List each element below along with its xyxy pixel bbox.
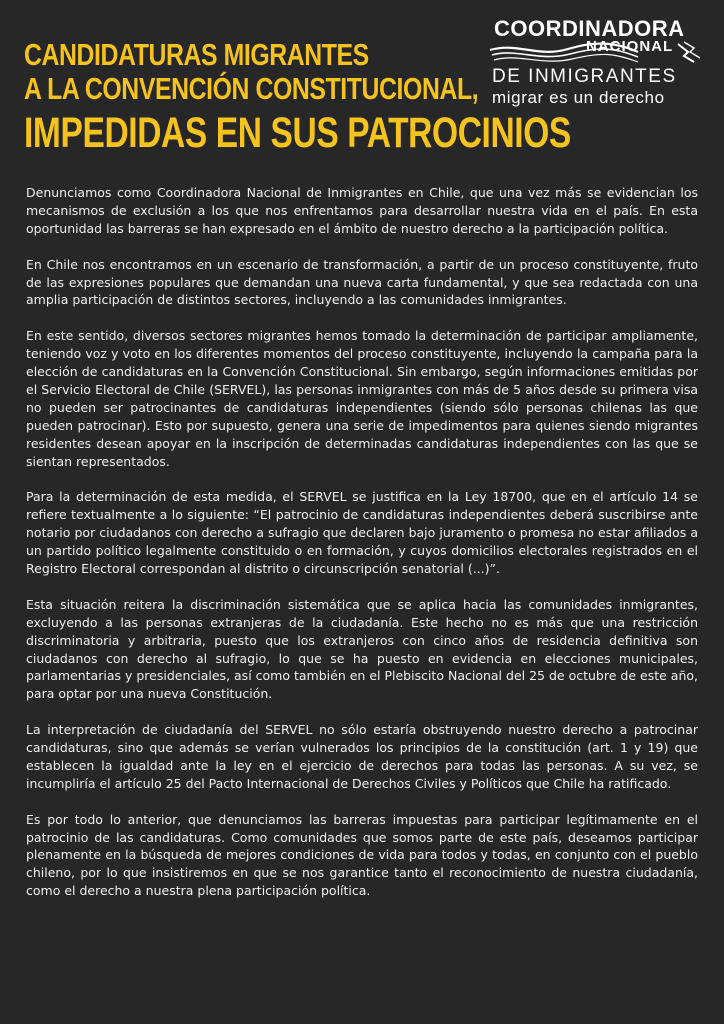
title-line-2: A LA CONVENCIÓN CONSTITUCIONAL, — [24, 71, 479, 106]
paragraph-discrimination: Esta situación reitera la discriminación sistemática que se aplica hacia las comunidades inmigrantes, excluyendo a las personas extranjeras de la ciudadanía. Este hecho no es más que una restricción discriminatoria y arbitraria, puesto que los extranjeros con cinco años de residencia definitiva son ciudadanos con derecho al sufragio, lo que se ha puesto en evidencia en elecciones municipales, parlamentarias y presidenciales, así como también en el Plebiscito Nacional del 25 de octubre de este año, para optar por una nueva Constitución. — [26, 596, 698, 702]
logo-nacional-text: NACIONAL — [586, 38, 674, 55]
paragraph-constitution: La interpretación de ciudadanía del SERVEL no sólo estaría obstruyendo nuestro derecho a patrocinar candidaturas, sino que además se verían vulnerados los principios de la constitución (art. 1 y 19) que establecen la igualdad ante la ley en el ejercicio de derechos para todas las personas. A su vez, se incumpliría el artículo 25 del Pacto Internacional de Derechos Civiles y Políticos que Chile ha ratificado. — [26, 722, 698, 791]
paragraph-context: En Chile nos encontramos en un escenario de transformación, a partir de un proceso constituyente, fruto de las expresiones populares que demandan una nueva carta fundamental, y que sea redactada con una amplia participación de distintos sectores, incluyendo a las comunidades inmigrantes. — [26, 256, 698, 308]
paragraph-servel-info: En este sentido, diversos sectores migrantes hemos tomado la determinación de participar ampliamente, teniendo voz y voto en los diferentes momentos del proceso constituyente, incluyendo la campaña para la elección de candidaturas en la Convención Constitucional. Sin embargo, según informaciones emitidas por el Servicio Electoral de Chile (SERVEL), las personas inmigrantes con más de 5 años desde su primera visa no pueden ser patrocinantes de candidaturas independientes (siendo sólo personas chilenas las que pueden patrocinar). Esto por supuesto, genera una serie de impedimentos para quienes siendo migrantes residentes desean apoyar en la inscripción de determinadas candidaturas independientes con las que se sientan representados. — [26, 328, 698, 469]
logo-tagline: migrar es un derecho — [492, 88, 665, 107]
paragraph-conclusion: Es por todo lo anterior, que denunciamos las barreras impuestas para participar legítimamente en el patrocinio de las candidaturas. Como comunidades que somos parte de este país, deseamos participar plenamente en la búsqueda de mejores condiciones de vida para todos y todas, en conjunto con el pueblo chileno, por lo que insistiremos en que se nos garantice tanto el reconocimiento de nuestra ciudadanía, como el derecho a nuestra plena participación política. — [26, 811, 698, 899]
organization-logo — [488, 14, 710, 106]
logo-inmigrantes-text: DE INMIGRANTES — [492, 66, 677, 87]
title-line-3: IMPEDIDAS EN SUS PATROCINIOS — [24, 109, 571, 157]
paragraph-law-quote: Para la determinación de esta medida, el SERVEL se justifica en la Ley 18700, que en el artículo 14 se refiere textualmente a lo siguiente: “El patrocinio de candidaturas independientes deberá suscribirse ante notario por ciudadanos con derecho a sufragio que declaren bajo juramento o promesa no estar afiliados a un partido político legalmente constituido o en formación, y cuyos domicilios electorales registrados en el Registro Electoral correspondan al distrito o circunscripción senatorial (...)”. — [26, 489, 698, 576]
paragraph-intro: Denunciamos como Coordinadora Nacional de Inmigrantes en Chile, que una vez más se evidencian los mecanismos de exclusión a los que nos enfrentamos para desarrollar nuestra vida en el país. En esta oportunidad las barreras se han expresado en el ámbito de nuestro derecho a la participación política. — [26, 185, 698, 236]
title-line-1: CANDIDATURAS MIGRANTES — [24, 37, 369, 72]
statement-body — [26, 184, 698, 918]
logo-coordinadora-text: COORDINADORA — [494, 16, 685, 41]
